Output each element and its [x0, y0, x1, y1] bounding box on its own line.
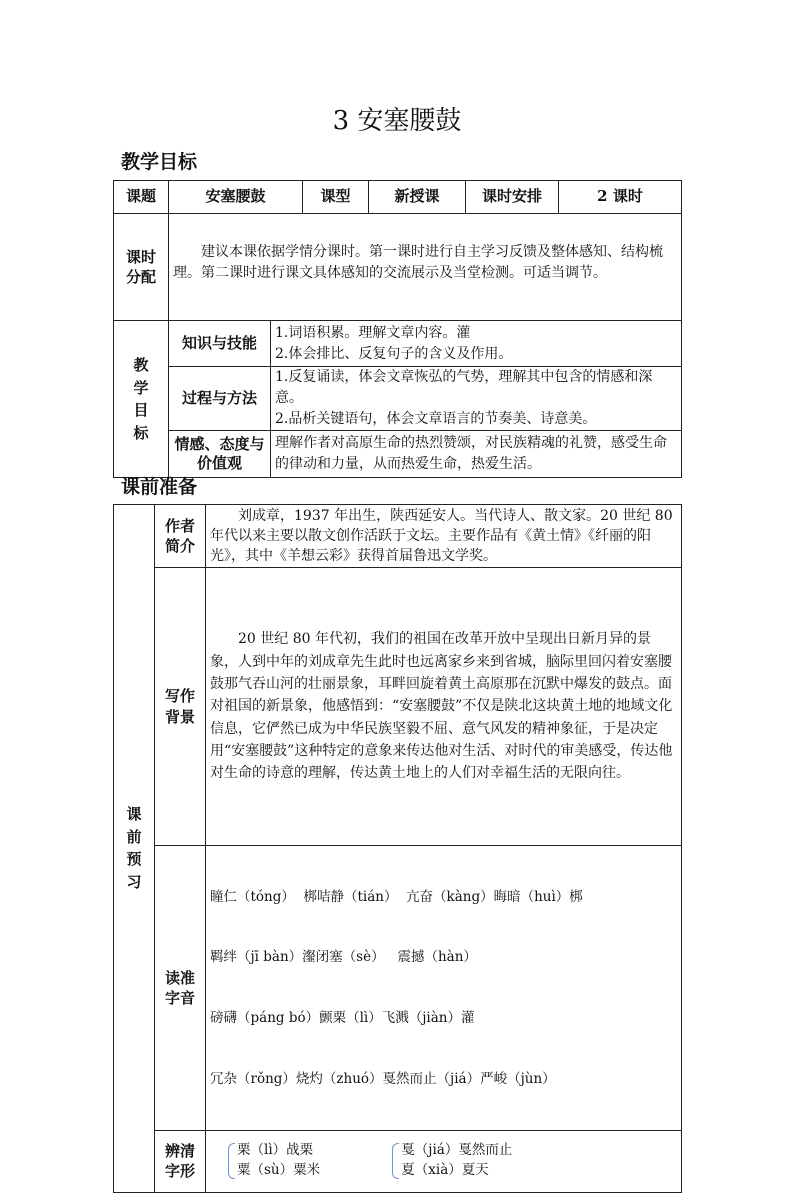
goals-label-char: 学 [133, 378, 149, 397]
pronunciation-label-line: 字音 [164, 988, 195, 1007]
goals-label-char: 目 [133, 401, 149, 419]
forms-item: 粟（sù）粟米 [237, 1162, 321, 1178]
schedule-value: 2 课时 [559, 181, 682, 214]
background-row [114, 568, 682, 846]
goal-line: 1.词语积累。理解文章内容。灌 [275, 324, 471, 341]
preview-label-char: 预 [126, 850, 142, 869]
allocation-row [114, 214, 682, 321]
forms-label-line: 字形 [164, 1162, 195, 1180]
forms-pair-left [228, 1141, 388, 1180]
brace-icon [228, 1143, 235, 1179]
allocation-label-line: 分配 [125, 268, 156, 286]
goal-line: 2.体会排比、反复句子的含义及作用。 [275, 345, 513, 362]
goal-row-process [114, 367, 682, 431]
goals-label-char: 标 [133, 423, 149, 442]
topic-value: 安塞腰鼓 [169, 181, 303, 214]
goal-name-line: 情感、态度与 [174, 434, 265, 453]
pronunciation-line: 冗杂（rǒng）烧灼（zhuó）戛然而止（jiá）严峻（jùn） [210, 1070, 556, 1087]
pronunciation-label-line: 读准 [164, 968, 195, 987]
goal-row-emotion [114, 431, 682, 478]
goal-line: 1.反复诵读，体会文章恢弘的气势，理解其中包含的情感和深意。 [275, 369, 653, 406]
type-header: 课型 [303, 181, 369, 214]
pronunciation-row [114, 846, 682, 1131]
topic-header: 课题 [114, 181, 169, 214]
forms-item: 夏（xià）夏天 [401, 1162, 489, 1178]
preview-table [113, 504, 682, 1193]
goal-line: 2.品析关键语句，体会文章语言的节奏美、诗意美。 [275, 411, 597, 427]
allocation-label [114, 214, 169, 321]
section-heading-objectives: 教学目标 [121, 151, 198, 173]
goal-text-knowledge [271, 321, 682, 367]
forms-label [155, 1130, 206, 1192]
background-text: 20 世纪 80 年代初，我们的祖国在改革开放中呈现出日新月异的景象，人到中年的刘成章先生此时也远离家乡来到省城，脑际里回闪着安塞腰鼓那气吞山河的壮丽景象，耳畔回旋着黄土高原那在沉默中爆发的鼓点。面对祖国的新景象，他感悟到：“安塞腰鼓”不仅是陕北这块黄土地的地域文化信息，它俨然已成为中华民族坚毅不屈、意气风发的精神象征，于是决定用“安塞腰鼓”这种特定的意象来传达他对生活、对时代的审美感受，传达他对生命的诗意的理解，传达黄土地上的人们对幸福生活的无限向往。 [206, 568, 682, 846]
preview-label-char: 前 [126, 827, 142, 846]
section-heading-preparation: 课前准备 [121, 476, 198, 498]
author-label-line: 作者 [164, 516, 195, 535]
type-value: 新授课 [369, 181, 466, 214]
forms-group [237, 1141, 320, 1180]
pronunciation-label [155, 846, 206, 1131]
author-text: 刘成章，1937 年出生，陕西延安人。当代诗人、散文家。20 世纪 80 年代以来主要以散文创作活跃于文坛。主要作品有《黄土情》《纤丽的阳光》，其中《羊想云彩》获得首届鲁迅文学奖。 [206, 505, 682, 568]
forms-content [206, 1130, 682, 1192]
forms-item: 戛（jiá）戛然而止 [401, 1142, 513, 1159]
goal-name-process: 过程与方法 [169, 367, 271, 431]
goal-name-line: 价值观 [196, 454, 242, 472]
objectives-table [113, 180, 682, 478]
background-label [155, 568, 206, 846]
forms-pair-right [392, 1141, 512, 1180]
background-label-line: 写作 [164, 687, 195, 706]
goal-row-knowledge [114, 321, 682, 367]
goals-label-char: 教 [133, 356, 149, 374]
preview-label-char: 习 [126, 872, 142, 891]
pronunciation-line: 磅礴（páng bó）颤栗（lì）飞溅（jiàn）灌 [210, 1010, 475, 1026]
pronunciation-line: 瞳仁（tóng） 梆咭静（tián） 亢奋（kàng）晦暗（huì）梆 [210, 888, 583, 905]
forms-item: 栗（lì）战栗 [237, 1142, 314, 1159]
forms-group [401, 1141, 512, 1180]
page-title: 3 安塞腰鼓 [332, 106, 462, 136]
author-row [114, 505, 682, 568]
forms-row [114, 1130, 682, 1192]
background-label-line: 背景 [164, 707, 195, 726]
goals-label [114, 321, 169, 478]
allocation-text: 建议本课依据学情分课时。第一课时进行自主学习反馈及整体感知、结构梳理。第二课时进行课文具体感知的交流展示及当堂检测。可适当调节。 [169, 214, 682, 321]
allocation-label-line: 课时 [125, 247, 156, 266]
author-label [155, 505, 206, 568]
goal-name-emotion [169, 431, 271, 478]
goal-text-emotion: 理解作者对高原生命的热烈赞颂，对民族精魂的礼赞，感受生命的律动和力量，从而热爱生命，热爱生活。 [271, 431, 682, 478]
schedule-header: 课时安排 [466, 181, 559, 214]
forms-label-line: 辨清 [164, 1141, 195, 1160]
pronunciation-line: 羁绊（jī bàn）瀣闭塞（sè） 震撼（hàn） [210, 949, 477, 966]
info-row [114, 181, 682, 214]
preview-label-char: 课 [126, 805, 142, 824]
goal-text-process [271, 367, 682, 431]
preview-label [114, 505, 155, 1193]
author-label-line: 简介 [164, 537, 195, 555]
pronunciation-text [206, 846, 682, 1131]
brace-icon [392, 1143, 399, 1179]
goal-name-knowledge: 知识与技能 [169, 321, 271, 367]
